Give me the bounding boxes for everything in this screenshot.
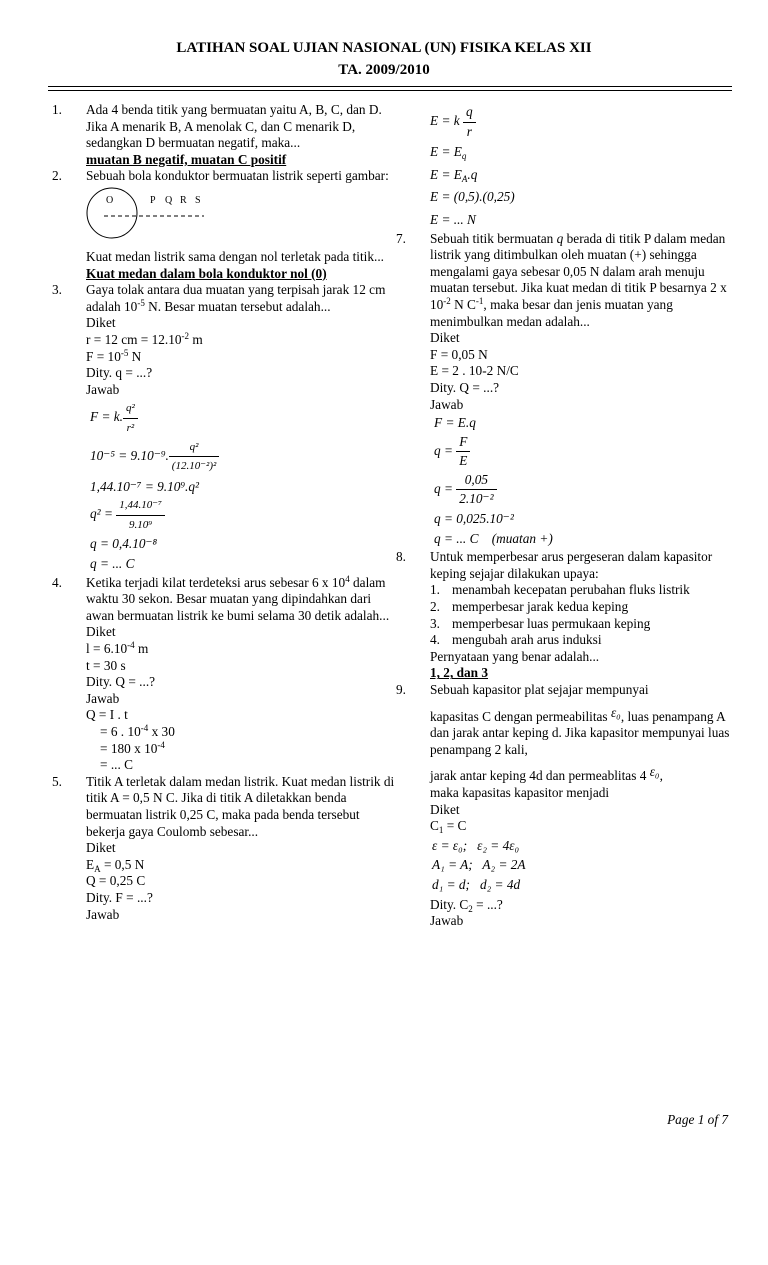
jawab-label: Jawab — [430, 913, 464, 929]
step-3: = 180 x $10^{-4}$ — [100, 739, 165, 756]
left-column — [52, 102, 398, 923]
question-number: 7. — [396, 230, 406, 246]
diket-label: Diket — [86, 624, 116, 640]
question-9 — [396, 682, 736, 930]
question-number: 3. — [52, 282, 62, 298]
asked: Dity. Q = ...? — [430, 379, 500, 395]
equation-substitution: 10⁻⁵ = 9.10⁻⁹. $\frac{\text{q²}}{\text{(12.10⁻²)²}}$ — [90, 439, 398, 475]
equation-step-3: 1,44.10⁻⁷ = 9.10⁹.q² — [90, 478, 200, 494]
question-number: 2. — [52, 168, 62, 184]
given-ea: $E_A = 0,5$ N — [86, 856, 145, 874]
label-o: O — [106, 194, 114, 206]
jawab-label: Jawab — [86, 906, 120, 922]
label-r: R — [180, 194, 187, 206]
question-text: Sebuah kapasitor plat sejajar mempunyai — [430, 682, 649, 697]
step-2: = 6 . $10^{-4}$ x 30 — [100, 723, 175, 739]
question-text: Sebuah bola konduktor bermuatan listrik seperti gambar: — [86, 168, 389, 184]
diket-label: Diket — [86, 840, 116, 856]
document-title: LATIHAN SOAL UJIAN NASIONAL (UN) FISIKA KELAS XII — [176, 40, 592, 56]
equation-step-6: q = ... C — [90, 556, 135, 572]
diket-label: Diket — [86, 315, 116, 331]
question-text-2: kapasitas C dengan permeabilitas ε₀, luas penampang A dan jarak antar keping d. Jika kapasitor mempunyai luas penampang 2 kali, — [430, 704, 730, 757]
question-number: 1. — [52, 102, 62, 117]
question-text: Untuk memperbesar arus pergeseran dalam kapasitor keping sejajar dilakukan upaya: — [430, 549, 713, 581]
equation-field: E = k $\frac{q}{r}$ — [430, 104, 736, 140]
equation-q-value: q = 0,025.10⁻² — [434, 511, 514, 527]
equation-eq: $E = E_q$ — [430, 144, 467, 162]
question-text: Ketika terjadi kilat terdeteksi arus sebesar 6 x $10^4$ dalam waktu 30 sekon. Besar muatan yang dipindahkan dari awan bermuatan listrik ke bumi selama 30 detik adalah... — [86, 573, 390, 623]
answer: muatan B negatif, muatan C positif — [86, 151, 287, 167]
given-l: $l = 6.10^{-4}$ m — [86, 640, 149, 657]
given-r: r = 12 cm = $12.10^{-2}$ m — [86, 330, 203, 347]
equation-substitute: E = (0,5).(0,25) — [430, 189, 515, 205]
question-4 — [52, 575, 398, 774]
label-p: P — [150, 194, 156, 206]
given-q: Q = 0,25 C — [86, 873, 146, 889]
step-1: Q = I . t — [86, 707, 128, 723]
prompt: Pernyataan yang benar adalah... — [430, 648, 600, 664]
option-1: 1. menambah kecepatan perubahan fluks listrik — [430, 582, 690, 598]
option-4: 4. mengubah arah arus induksi — [430, 632, 602, 648]
question-text-3: jarak antar keping 4d dan permeablitas 4 ε₀, — [430, 764, 663, 784]
document-subtitle: TA. 2009/2010 — [338, 62, 430, 78]
question-number: 5. — [52, 773, 62, 789]
equation-q-result: q = ... C (muatan +) — [434, 530, 553, 546]
given-epsilon: ε = ε₀; ε₂ = 4ε₀ — [432, 837, 520, 853]
question-number: 8. — [396, 549, 406, 565]
conductor-sphere-figure — [86, 185, 398, 243]
label-q: Q — [165, 194, 173, 206]
given-f: $F = 10^{-5}$ N — [86, 347, 142, 364]
asked: Dity. q = ...? — [86, 365, 153, 381]
question-number: 4. — [52, 574, 62, 590]
question-2 — [52, 168, 398, 282]
equation-force: F = E.q — [434, 415, 476, 431]
diket-label: Diket — [430, 330, 460, 346]
question-3 — [52, 282, 398, 573]
equation-result: E = ... N — [430, 211, 476, 227]
equation-step-4: q² = $\frac{\text{1,44.10⁻⁷}}{\text{9.10⁹}}$ — [90, 497, 398, 533]
given-f: F = 0,05 N — [430, 346, 488, 362]
label-s: S — [195, 194, 201, 206]
question-text: Ada 4 benda titik yang bermuatan yaitu A, B, C, dan D. Jika A menarik B, A menolak C, dan C menarik D, sedangkan D bermuatan negatif, maka... — [86, 102, 382, 151]
given-area: A₁ = A; A₂ = 2A — [432, 857, 526, 873]
right-column — [396, 104, 736, 930]
given-c1: $C_1 = C$ — [430, 818, 467, 836]
equation-step-5: q = 0,4.10⁻⁸ — [90, 536, 158, 552]
equation-coulomb: F = k. $\frac{\text{q²}}{\text{r²}}$ — [90, 400, 398, 436]
asked: Dity. $C_2$ = ...? — [430, 896, 503, 914]
equation-q-substitute: q = $\frac{0,05}{\text{2.10⁻²}}$ — [434, 472, 736, 508]
jawab-label: Jawab — [86, 381, 120, 397]
question-5 — [52, 774, 398, 923]
page-number: Page 1 of 7 — [667, 1112, 728, 1127]
diket-label: Diket — [430, 801, 460, 817]
asked: Dity. F = ...? — [86, 889, 153, 905]
equation-q-ratio: q = $\frac{F}{E}$ — [434, 434, 736, 470]
equation-eaq: $E = E_A.q$ — [430, 166, 478, 184]
question-number: 9. — [396, 682, 406, 697]
jawab-label: Jawab — [430, 396, 464, 412]
option-2: 2. memperbesar jarak kedua keping — [430, 599, 629, 615]
question-text-2: Kuat medan listrik sama dengan nol terletak pada titik... — [86, 248, 384, 264]
question-1 — [52, 102, 398, 168]
header-rule — [48, 86, 732, 91]
answer: 1, 2, dan 3 — [430, 665, 489, 681]
question-8 — [396, 549, 736, 682]
question-text: Titik A terletak dalam medan listrik. Kuat medan listrik di titik A = 0,5 N C. Jika di titik A diletakkan benda bermuatan listrik 0,25 C, maka pada benda tersebut bekerja gaya Coulomb sebesar... — [86, 773, 395, 839]
question-text: Gaya tolak antara dua muatan yang terpisah jarak 12 cm adalah $10^{-5}$ N. Besar muatan tersebut adalah... — [86, 282, 386, 314]
question-text-4: maka kapasitas kapasitor menjadi — [430, 784, 610, 800]
jawab-label: Jawab — [86, 690, 120, 706]
answer: Kuat medan dalam bola konduktor nol (0) — [86, 265, 327, 281]
step-4: = ... C — [100, 757, 133, 773]
question-7 — [396, 231, 736, 548]
option-3: 3. memperbesar luas permukaan keping — [430, 615, 651, 631]
question-text: Sebuah titik bermuatan q berada di titik P dalam medan listrik yang ditimbulkan oleh muatan (+) sehingga mengalami gaya sebesar 0,05 N dalam arah menuju muatan tersebut. Jika kuat medan di titik P besarnya 2 x $10^{-2}$ N $C^{-1}$, maka besar dan jenis muatan yang menimbulkan medan adalah... — [430, 230, 727, 329]
question-5-continued — [396, 104, 736, 229]
asked: Dity. Q = ...? — [86, 674, 156, 690]
given-distance: d₁ = d; d₂ = 4d — [432, 876, 521, 892]
given-t: t = 30 s — [86, 657, 126, 673]
given-e: E = 2 . 10-2 N/C — [430, 363, 519, 379]
